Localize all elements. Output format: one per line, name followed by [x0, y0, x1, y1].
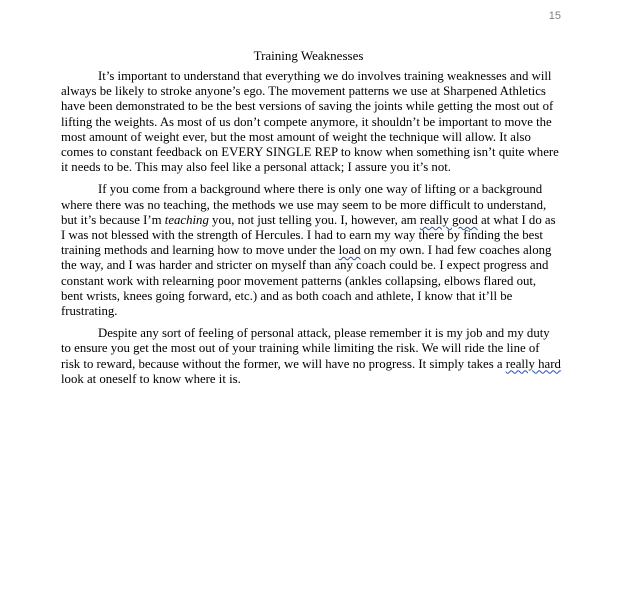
- paragraph-2-text-a: If you come from a background where there is only one way of lifting or a background where there was no teaching, the methods we use may seem to be more difficult to understand, but it’s because I’m: [61, 182, 547, 227]
- page-number: 15: [548, 10, 561, 22]
- grammar-flag-load[interactable]: load: [338, 243, 361, 258]
- paragraph-2-text-b: you, not just telling you. I, however, am: [208, 212, 420, 227]
- grammar-flag-really-hard[interactable]: really hard: [505, 356, 561, 371]
- document-body: [61, 69, 561, 394]
- paragraph-3-text-a: Despite any sort of feeling of personal attack, please remember it is my job and my duty to ensure you get the most out of your training while limiting the risk. We will ride the line of risk to reward, because without the former, we will have no progress. It simply takes a: [61, 326, 550, 371]
- emphasis-teaching: teaching: [164, 212, 209, 227]
- paragraph-1-text: It’s important to understand that everything we do involves training weaknesses and will always be likely to stroke anyone’s ego. The movement patterns we use at Sharpened Athletics have been demonstrated to be the best versions of saving the joints while getting the most out of lifting the weights. As most of us don’t compete anymore, it shouldn’t be important to move the most amount of weight ever, but the most amount of weight the technique will allow. It also comes to constant feedback on EVERY SINGLE REP to know when something isn’t quite where it needs to be. This may also feel like a personal attack; I assure you it’s not.: [61, 69, 559, 175]
- paragraph-2-text-c: at what I do as I was not blessed with the strength of Hercules. I had to earn my way there by finding the best training methods and learning how to move under the: [61, 212, 556, 258]
- paragraph-3-text-b: look at oneself to know where it is.: [61, 371, 241, 386]
- paragraph-1: [61, 69, 561, 175]
- grammar-flag-really-good[interactable]: really good: [419, 212, 478, 227]
- document-title: Training Weaknesses: [253, 48, 364, 63]
- paragraph-3: [61, 326, 561, 387]
- paragraph-2: [61, 182, 561, 319]
- paragraph-2-text-d: on my own. I had few coaches along the way, and I was harder and stricter on myself than any coach could be. I expect progress and constant work with relearning poor movement patterns (ankles collapsing, elbows flared out, bent wrists, knees going forward, etc.) and as both coach and athlete, I know that it’ll be frustrating.: [61, 243, 552, 319]
